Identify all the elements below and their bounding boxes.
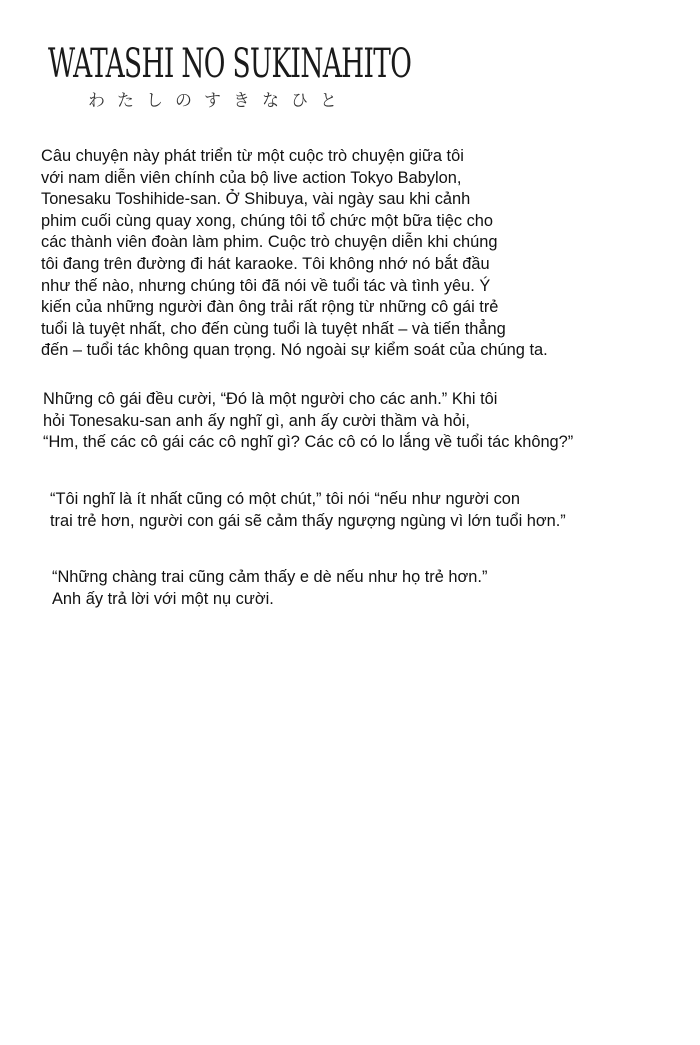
text-line: như thế nào, nhưng chúng tôi đã nói về tuổi tác và tình yêu. Ý <box>41 276 491 295</box>
page-subtitle: わたしのすきなひと <box>88 91 349 111</box>
text-line: Anh ấy trả lời với một nụ cười. <box>52 589 274 608</box>
text-line: hỏi Tonesaku-san anh ấy nghĩ gì, anh ấy cười thầm và hỏi, <box>43 411 470 430</box>
text-line: kiến của những người đàn ông trải rất rộng từ những cô gái trẻ <box>41 298 499 317</box>
text-line: trai trẻ hơn, người con gái sẽ cảm thấy ngượng ngùng vì lớn tuổi hơn.” <box>50 511 566 530</box>
paragraph-3 <box>50 489 566 532</box>
text-line: với nam diễn viên chính của bộ live action Tokyo Babylon, <box>41 168 462 187</box>
text-line: tôi đang trên đường đi hát karaoke. Tôi không nhớ nó bắt đầu <box>41 254 490 273</box>
paragraph-2 <box>43 389 573 454</box>
paragraph-1 <box>41 146 548 362</box>
page-title: WATASHI NO SUKINAHITO <box>48 41 412 87</box>
paragraph-4 <box>52 567 487 610</box>
text-line: “Những chàng trai cũng cảm thấy e dè nếu như họ trẻ hơn.” <box>52 568 488 586</box>
text-line: “Hm, thế các cô gái các cô nghĩ gì? Các cô có lo lắng về tuổi tác không?” <box>43 433 574 452</box>
text-line: Những cô gái đều cười, “Đó là một người cho các anh.” Khi tôi <box>43 390 498 408</box>
text-line: đến – tuổi tác không quan trọng. Nó ngoài sự kiểm soát của chúng ta. <box>41 341 548 360</box>
text-line: phim cuối cùng quay xong, chúng tôi tổ chức một bữa tiệc cho <box>41 211 493 230</box>
text-line: Câu chuyện này phát triển từ một cuộc trò chuyện giữa tôi <box>41 147 464 165</box>
text-line: các thành viên đoàn làm phim. Cuộc trò chuyện diễn khi chúng <box>41 233 498 252</box>
text-line: “Tôi nghĩ là ít nhất cũng có một chút,” tôi nói “nếu như người con <box>50 490 521 508</box>
text-line: Tonesaku Toshihide-san. Ở Shibuya, vài ngày sau khi cảnh <box>41 190 471 209</box>
text-line: tuổi là tuyệt nhất, cho đến cùng tuổi là tuyệt nhất – và tiến thẳng <box>41 319 506 338</box>
